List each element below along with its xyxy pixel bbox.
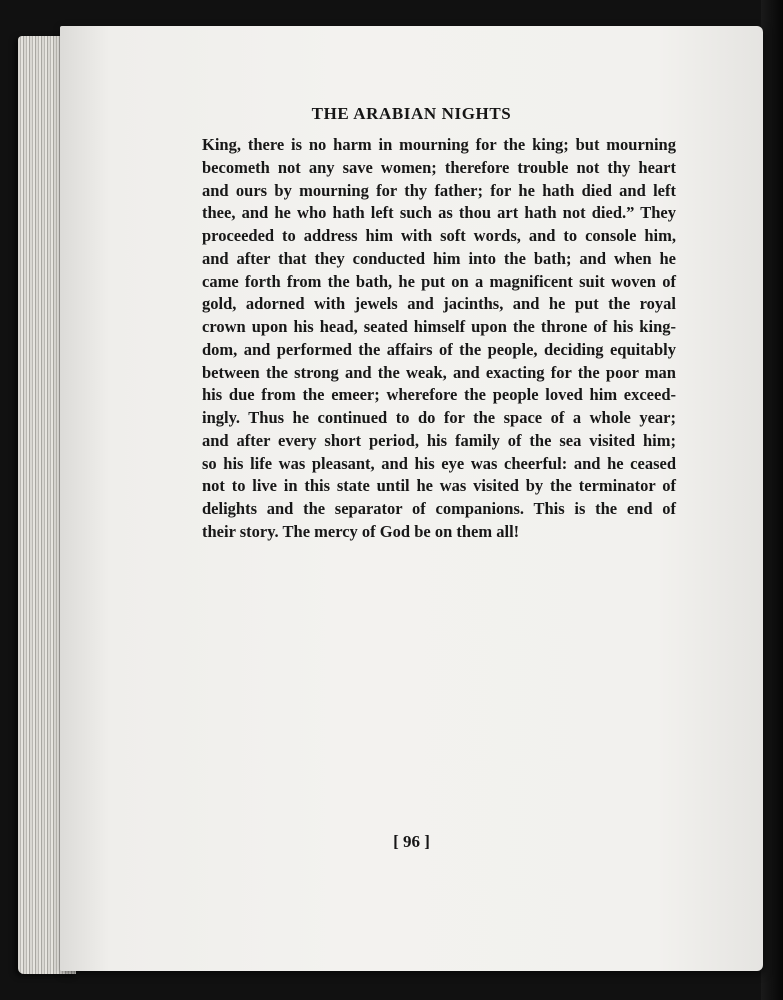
text-line: gold, adorned with jewels and jacinths, and he put the royal bbox=[202, 294, 676, 314]
text-line: thee, and he who hath left such as thou art hath not died.” They bbox=[202, 203, 676, 223]
page-number: [ 96 ] bbox=[393, 832, 430, 851]
text-line: ingly. Thus he continued to do for the space of a whole year; bbox=[202, 408, 676, 427]
text-line: dom, and performed the affairs of the people, deciding equitably bbox=[202, 339, 676, 359]
text-line: their story. The mercy of God be on them all! bbox=[202, 521, 520, 541]
text-line: came forth from the bath, he put on a magnificent suit woven of bbox=[202, 271, 676, 291]
text-line: proceeded to address him with soft words, and to console him, bbox=[202, 226, 676, 245]
text-line: delights and the separator of companions. This is the end of bbox=[202, 499, 676, 518]
body-text bbox=[202, 134, 676, 544]
running-head: THE ARABIAN NIGHTS bbox=[311, 104, 512, 123]
text-line: and after that they conducted him into the bath; and when he bbox=[202, 248, 676, 268]
text-line: and after every short period, his family of the sea visited him; bbox=[202, 430, 676, 450]
text-line: crown upon his head, seated himself upon the throne of his king- bbox=[202, 317, 676, 336]
text-line: his due from the emeer; wherefore the people loved him exceed- bbox=[202, 385, 676, 405]
text-line: so his life was pleasant, and his eye was cheerful: and he ceased bbox=[202, 453, 676, 473]
text-line: and ours by mourning for thy father; for he hath died and left bbox=[202, 180, 676, 200]
book-spine-edge bbox=[761, 0, 783, 1000]
text-line: not to live in this state until he was visited by the terminator of bbox=[202, 476, 676, 496]
text-line: King, there is no harm in mourning for the king; but mourning bbox=[202, 135, 676, 154]
text-line: becometh not any save women; therefore trouble not thy heart bbox=[202, 157, 676, 177]
text-line: between the strong and the weak, and exacting for the poor man bbox=[202, 362, 676, 382]
